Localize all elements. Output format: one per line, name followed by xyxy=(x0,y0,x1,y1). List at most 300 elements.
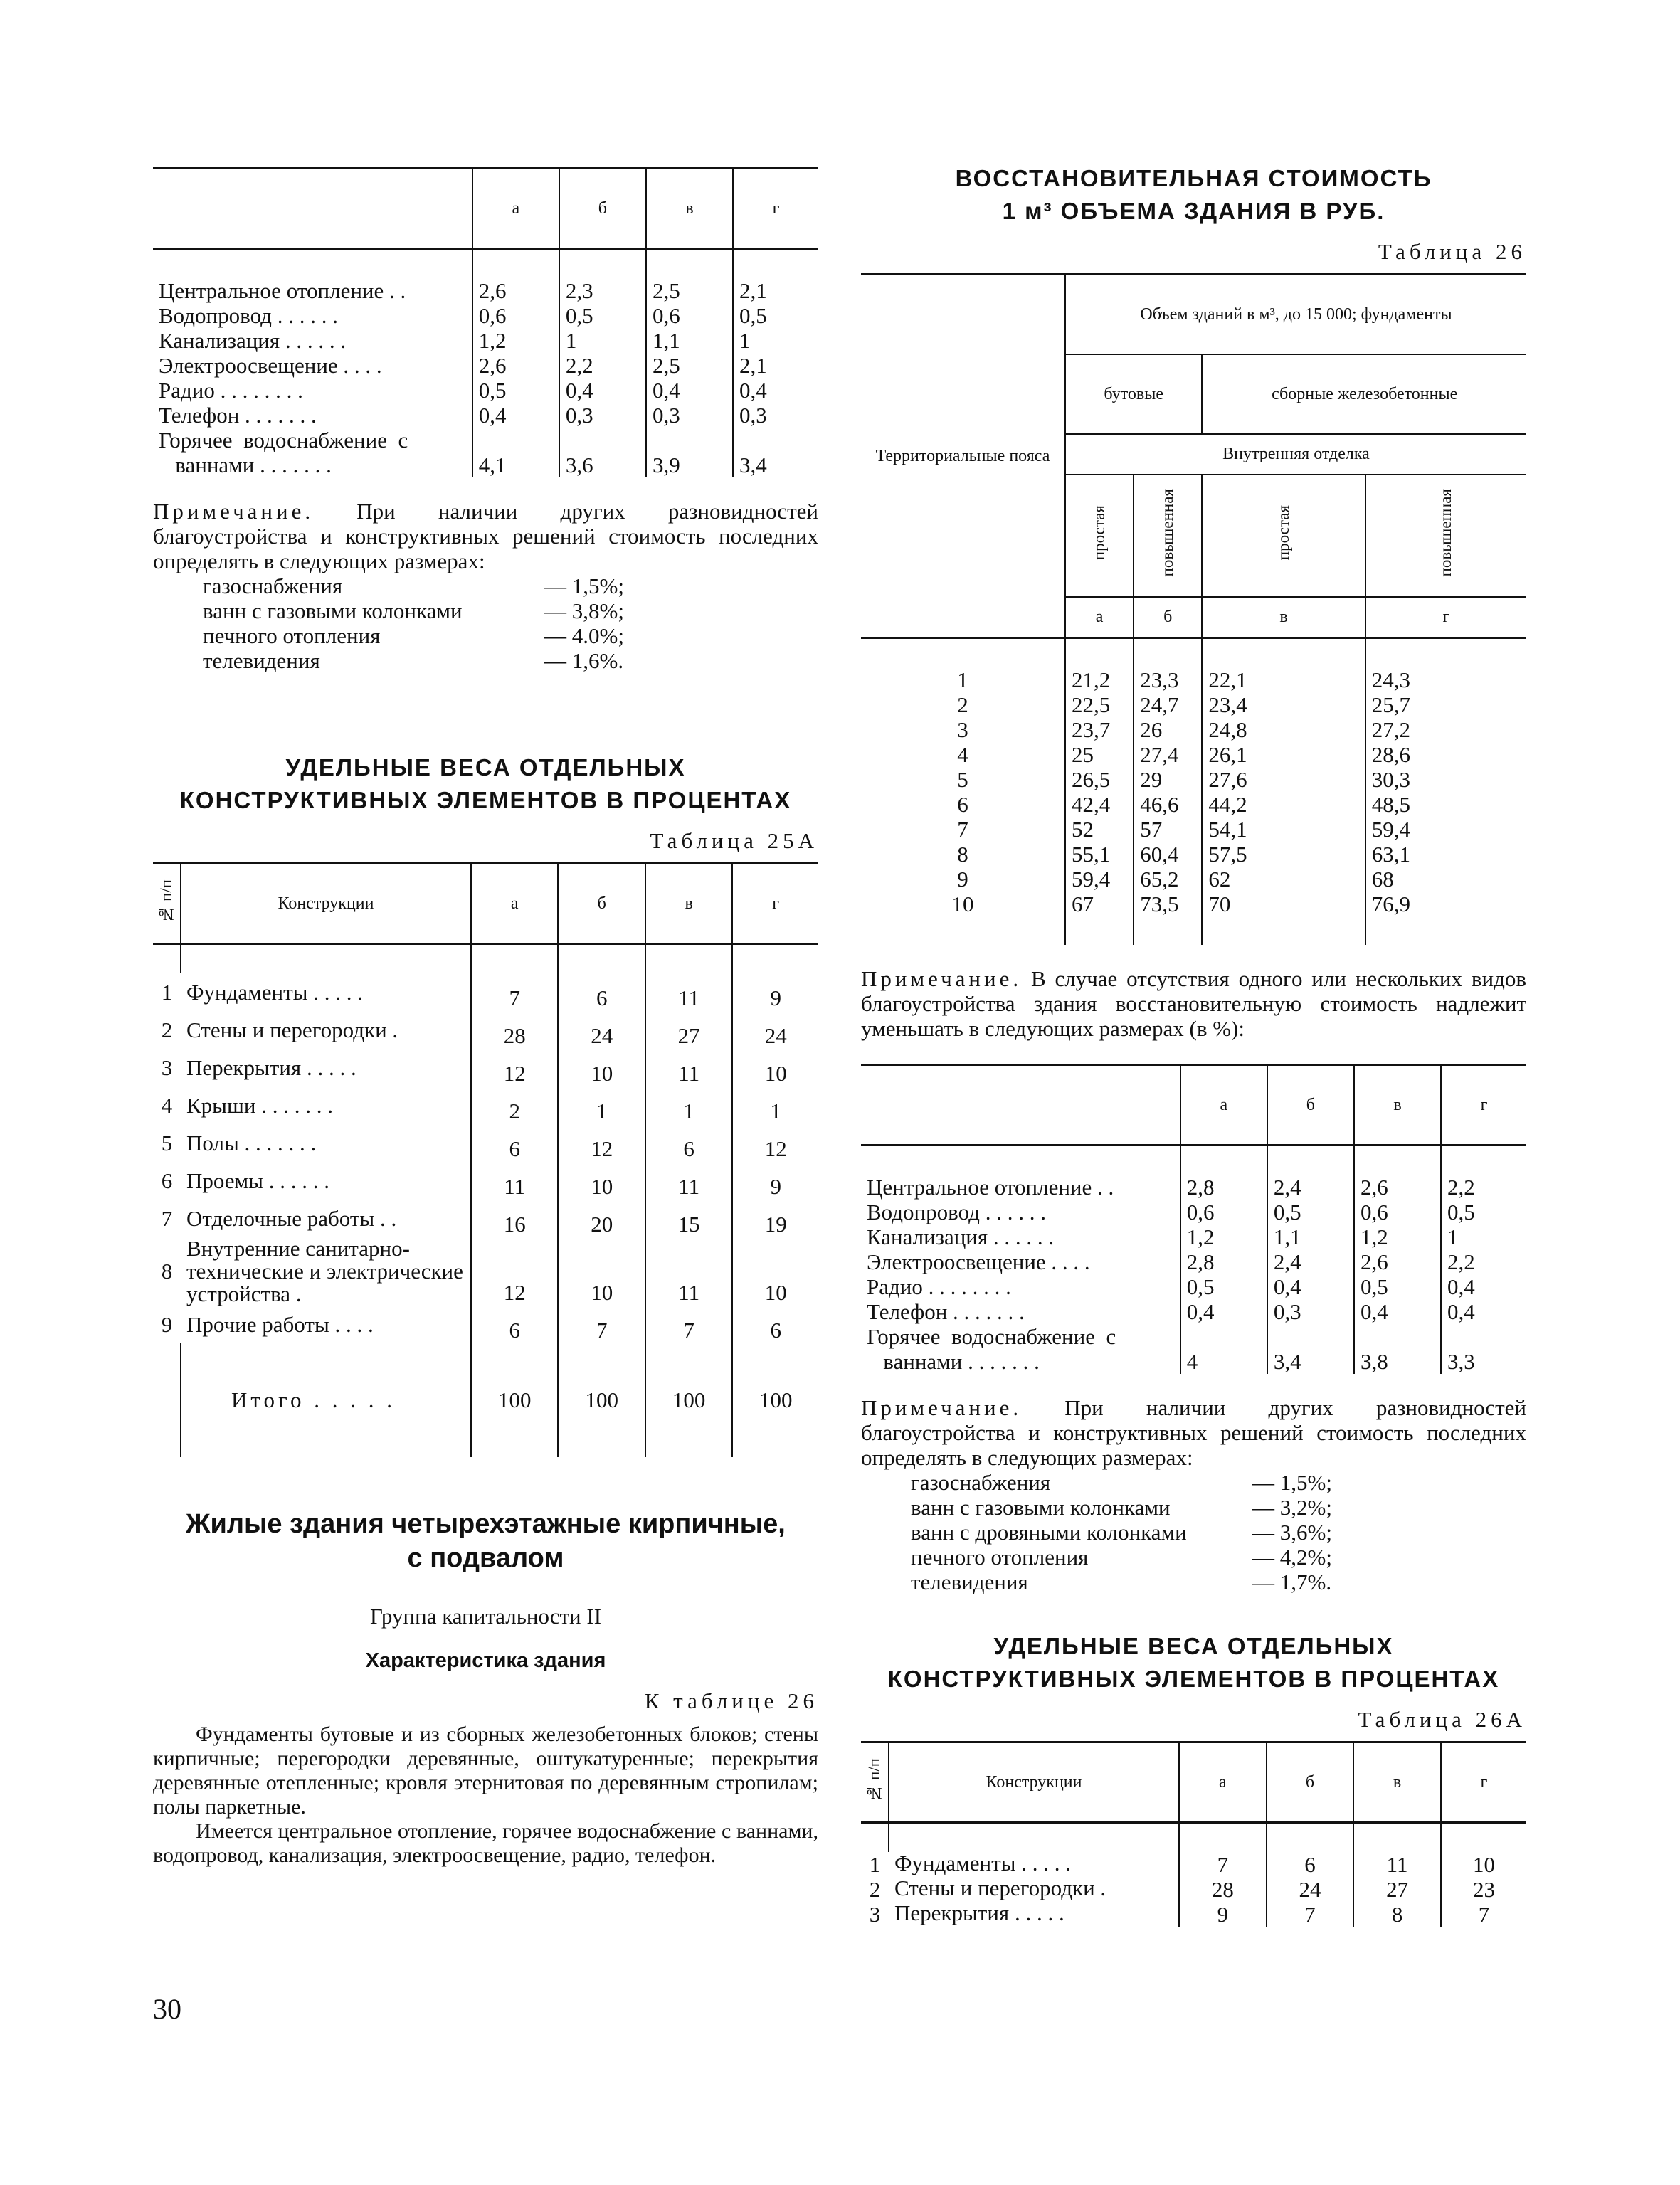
cell-value: 26,5 xyxy=(1065,767,1134,792)
section-title xyxy=(153,1507,818,1575)
note-item-label: печного отопления xyxy=(203,623,381,648)
row-label: Телефон . . . . . . . xyxy=(159,403,317,428)
cell-value: 2,6 xyxy=(1354,1249,1441,1274)
finish-type-text: повышенная xyxy=(1158,489,1177,577)
cell-value: 20 xyxy=(558,1200,645,1237)
row-label: ваннами . . . . . . . xyxy=(867,1349,1040,1374)
cell-value: 0,5 xyxy=(1180,1274,1267,1299)
cell xyxy=(1354,1146,1441,1175)
cell-value: 28 xyxy=(1179,1877,1267,1902)
note-item-value: — 3,8%; xyxy=(544,598,624,623)
cell-value: 44,2 xyxy=(1202,792,1365,817)
column-header xyxy=(1353,1742,1441,1823)
cell xyxy=(1179,1823,1267,1853)
column-header-text: а xyxy=(1218,1772,1227,1792)
cell-value: 10 xyxy=(732,1237,818,1306)
finish-type-header xyxy=(1134,475,1202,597)
table-row xyxy=(153,1237,818,1306)
cell-value: 3,9 xyxy=(646,453,733,477)
cell-value: 8 xyxy=(1353,1902,1441,1927)
table-row xyxy=(861,842,1526,867)
cell-value: 62 xyxy=(1202,867,1365,892)
cell-value: 24,3 xyxy=(1365,667,1526,692)
table-row xyxy=(861,792,1526,817)
cell-value: 0,4 xyxy=(733,378,818,403)
cell-value: 0,4 xyxy=(559,378,646,403)
table-row xyxy=(153,453,818,477)
cell xyxy=(1267,1146,1354,1175)
spacer-row xyxy=(861,1823,1526,1853)
sub-header: бутовые xyxy=(1065,354,1202,434)
zone-number: 2 xyxy=(957,692,968,717)
cell xyxy=(181,944,471,974)
cell-value: 70 xyxy=(1202,892,1365,916)
row-name: Стены и перегородки . xyxy=(186,1017,398,1042)
note-text: При наличии других разновидностей благоустройства и конструктивных решений стоимость последних определять в следующих размерах: xyxy=(153,499,818,573)
cell-value: 6 xyxy=(1267,1852,1354,1877)
cell-value: 23 xyxy=(1441,1877,1526,1902)
row-label: Центральное отопление . . xyxy=(159,278,406,303)
cell-value: 2,6 xyxy=(472,278,559,303)
cell-value: 22,5 xyxy=(1065,692,1134,717)
column-header: в xyxy=(646,169,733,249)
column-header-text: а xyxy=(510,894,519,913)
table-row xyxy=(153,1124,818,1162)
total-row xyxy=(153,1372,818,1429)
row-label: Водопровод . . . . . . xyxy=(159,303,338,328)
paragraph: Фундаменты бутовые и из сборных железобетонных блоков; стены кирпичные; перегородки деревянные, оштукатуренные; перекрытия деревянные отепленные; кровля этернитовая по деревянным стропилам; полы паркетные. xyxy=(153,1723,818,1819)
table-row xyxy=(153,1011,818,1049)
cell-value: 11 xyxy=(645,973,732,1011)
cell-value: 2,4 xyxy=(1267,1249,1354,1274)
cell-value: 59,4 xyxy=(1365,817,1526,842)
cell xyxy=(1065,916,1134,945)
cell-value: 76,9 xyxy=(1365,892,1526,916)
cell-value: 2,5 xyxy=(646,353,733,378)
zone-number: 4 xyxy=(957,742,968,767)
cell-value: 55,1 xyxy=(1065,842,1134,867)
total-value: 100 xyxy=(558,1372,645,1429)
cell-value: 10 xyxy=(732,1049,818,1086)
cell xyxy=(153,1343,181,1372)
cell-value xyxy=(1267,1324,1354,1349)
zone-number: 7 xyxy=(957,817,968,842)
cell-value: 29 xyxy=(1134,767,1202,792)
column-header-text: б xyxy=(1305,1772,1315,1792)
spacer-row xyxy=(153,1429,818,1457)
note-item xyxy=(911,1520,1526,1545)
column-header xyxy=(645,864,732,944)
table-row xyxy=(861,692,1526,717)
cell-value: 26,1 xyxy=(1202,742,1365,767)
cell-value xyxy=(1354,1324,1441,1349)
row-label: Канализация . . . . . . xyxy=(867,1224,1055,1249)
finish-type-header xyxy=(1365,475,1526,597)
cell xyxy=(1134,916,1202,945)
table-row xyxy=(861,892,1526,916)
table-row xyxy=(861,1852,1526,1877)
cell-value: 46,6 xyxy=(1134,792,1202,817)
cell xyxy=(559,249,646,279)
cell xyxy=(861,1146,1180,1175)
cell-value: 0,5 xyxy=(472,378,559,403)
column-header-text: г xyxy=(772,894,780,913)
table-row xyxy=(861,1200,1526,1224)
spacer-row xyxy=(153,1343,818,1372)
column-header-text: г xyxy=(1480,1772,1488,1792)
table-row xyxy=(861,867,1526,892)
note-item-value: — 4.0%; xyxy=(544,623,624,648)
heading-25a xyxy=(153,751,818,817)
cell xyxy=(1065,638,1134,668)
cell-value: 28 xyxy=(471,1011,558,1049)
table-row xyxy=(153,1162,818,1200)
cell-value: 12 xyxy=(471,1237,558,1306)
cell-value: 24 xyxy=(1267,1877,1354,1902)
column-header: г xyxy=(1365,597,1526,638)
table-row xyxy=(153,428,818,453)
cell-value: 10 xyxy=(1441,1852,1526,1877)
cell-value: 0,5 xyxy=(1354,1274,1441,1299)
cell-value: 11 xyxy=(645,1162,732,1200)
table-label: Таблица 25А xyxy=(650,828,818,853)
page-number: 30 xyxy=(153,1993,181,2025)
row-name: Проемы . . . . . . xyxy=(186,1168,329,1193)
cell xyxy=(1202,916,1365,945)
finish-type-header xyxy=(1202,475,1365,597)
row-name: Фундаменты . . . . . xyxy=(894,1851,1071,1875)
row-name: Отделочные работы . . xyxy=(186,1205,397,1231)
note-item xyxy=(203,648,818,673)
zone-number: 10 xyxy=(951,892,974,916)
cell-value: 1,2 xyxy=(1180,1224,1267,1249)
cell-value: 60,4 xyxy=(1134,842,1202,867)
cell-value: 9 xyxy=(732,1162,818,1200)
cell-value: 27,6 xyxy=(1202,767,1365,792)
cell xyxy=(471,944,558,974)
cell-value: 0,5 xyxy=(1441,1200,1526,1224)
note-item-label: газоснабжения xyxy=(911,1470,1051,1495)
cell-value: 52 xyxy=(1065,817,1134,842)
column-header xyxy=(1441,1742,1526,1823)
cell-value: 23,3 xyxy=(1134,667,1202,692)
cell xyxy=(861,1823,889,1853)
row-number: 3 xyxy=(161,1054,173,1080)
column-header xyxy=(181,864,471,944)
row-number: 1 xyxy=(161,979,173,1005)
row-label: Горячее водоснабжение с xyxy=(867,1324,1116,1349)
cell-value: 24 xyxy=(558,1011,645,1049)
cell-value: 6 xyxy=(732,1306,818,1343)
cell-value: 57 xyxy=(1134,817,1202,842)
table-row xyxy=(861,1902,1526,1927)
cell-value: 11 xyxy=(645,1237,732,1306)
cell xyxy=(1441,1146,1526,1175)
cell-value: 24,7 xyxy=(1134,692,1202,717)
note-items xyxy=(203,573,818,673)
characteristic-heading: Характеристика здания xyxy=(365,1649,606,1672)
row-header: Территориальные пояса xyxy=(861,275,1065,638)
table-row xyxy=(861,1299,1526,1324)
cell-value: 3,6 xyxy=(559,453,646,477)
zone-number: 6 xyxy=(957,792,968,817)
table-row xyxy=(861,817,1526,842)
cell-value: 12 xyxy=(732,1124,818,1162)
column-header xyxy=(153,864,181,944)
spacer-row xyxy=(861,638,1526,668)
cell-value: 73,5 xyxy=(1134,892,1202,916)
total-label: Итого . . . . . xyxy=(181,1372,471,1429)
cell-value: 0,5 xyxy=(559,303,646,328)
cell-value: 25,7 xyxy=(1365,692,1526,717)
column-header: б xyxy=(1134,597,1202,638)
cell xyxy=(646,249,733,279)
cell xyxy=(889,1823,1179,1853)
cell-value: 30,3 xyxy=(1365,767,1526,792)
empty-header-cell xyxy=(153,169,472,249)
row-name: Полы . . . . . . . xyxy=(186,1130,317,1155)
cell-value: 0,6 xyxy=(472,303,559,328)
note-item-value: — 3,6%; xyxy=(1252,1520,1332,1545)
table-row xyxy=(861,1224,1526,1249)
note-item-label: ванн с газовыми колонками xyxy=(911,1495,1171,1520)
cell-value: 1,2 xyxy=(472,328,559,353)
note-item-value: — 3,2%; xyxy=(1252,1495,1332,1520)
table-26a xyxy=(861,1741,1526,1927)
column-header-text: Конструкции xyxy=(278,894,374,913)
cell-value: 10 xyxy=(558,1237,645,1306)
table-header xyxy=(861,1742,1526,1823)
cell-value: 7 xyxy=(558,1306,645,1343)
note-item xyxy=(203,623,818,648)
cell xyxy=(1202,638,1365,668)
cell-value: 0,4 xyxy=(1354,1299,1441,1324)
cell-value xyxy=(646,428,733,453)
column-header: а xyxy=(1180,1065,1267,1146)
spacer-row xyxy=(861,916,1526,945)
cell-value: 0,4 xyxy=(1441,1274,1526,1299)
cell xyxy=(1353,1823,1441,1853)
heading-line: 1 м³ ОБЪЕМА ЗДАНИЯ В РУБ. xyxy=(1002,198,1385,224)
column-header xyxy=(1179,1742,1267,1823)
row-label: Водопровод . . . . . . xyxy=(867,1200,1046,1224)
cell-value: 1,1 xyxy=(1267,1224,1354,1249)
cell-value xyxy=(559,428,646,453)
column-header: б xyxy=(559,169,646,249)
cell-value: 1 xyxy=(558,1086,645,1124)
row-name: Перекрытия . . . . . xyxy=(186,1054,356,1080)
spacer-row xyxy=(861,1146,1526,1175)
note-item-label: телевидения xyxy=(911,1570,1028,1594)
note-item xyxy=(911,1495,1526,1520)
cell-value: 6 xyxy=(471,1306,558,1343)
cell-value: 2,3 xyxy=(559,278,646,303)
cell xyxy=(861,916,1065,945)
zone-number: 8 xyxy=(957,842,968,867)
total-value: 100 xyxy=(471,1372,558,1429)
column-header: в xyxy=(1202,597,1365,638)
cell-value: 11 xyxy=(471,1162,558,1200)
cell-value: 0,3 xyxy=(733,403,818,428)
cell-value: 2,6 xyxy=(472,353,559,378)
cell-value: 1 xyxy=(559,328,646,353)
cell xyxy=(861,638,1065,668)
column-header: б xyxy=(1267,1065,1354,1146)
cell-value: 6 xyxy=(645,1124,732,1162)
cell xyxy=(1180,1146,1267,1175)
cell-value: 0,4 xyxy=(1180,1299,1267,1324)
cell-value: 15 xyxy=(645,1200,732,1237)
cell-value: 59,4 xyxy=(1065,867,1134,892)
zone-number: 3 xyxy=(957,717,968,742)
cell xyxy=(558,944,645,974)
cell-value: 42,4 xyxy=(1065,792,1134,817)
cell xyxy=(153,1372,181,1429)
note-1 xyxy=(153,499,818,573)
cell-value: 1 xyxy=(645,1086,732,1124)
cell-value: 0,5 xyxy=(1267,1200,1354,1224)
cell-value: 23,4 xyxy=(1202,692,1365,717)
cell-value: 6 xyxy=(471,1124,558,1162)
cell-value: 24 xyxy=(732,1011,818,1049)
cell xyxy=(1365,638,1526,668)
cell-value: 57,5 xyxy=(1202,842,1365,867)
row-name: Стены и перегородки . xyxy=(894,1875,1106,1900)
cell-value: 11 xyxy=(645,1049,732,1086)
row-label: Центральное отопление . . xyxy=(867,1175,1114,1200)
row-name: Внутренние санитарно-технические и электрические устройства . xyxy=(186,1236,463,1306)
cell-value xyxy=(1180,1324,1267,1349)
row-label: ваннами . . . . . . . xyxy=(159,453,332,477)
table-row xyxy=(861,717,1526,742)
cell xyxy=(645,944,732,974)
table-row xyxy=(153,1086,818,1124)
spacer-row xyxy=(153,249,818,279)
cell xyxy=(153,249,472,279)
table-row xyxy=(153,973,818,1011)
table-row xyxy=(153,403,818,428)
note-item-value: — 1,7%. xyxy=(1252,1570,1332,1594)
column-header xyxy=(471,864,558,944)
column-header: г xyxy=(733,169,818,249)
left-column xyxy=(153,167,818,1868)
column-header: а xyxy=(1065,597,1134,638)
cell-value: 0,4 xyxy=(1267,1274,1354,1299)
amenities-table-b xyxy=(861,1064,1526,1374)
table-row xyxy=(861,1349,1526,1374)
finish-header: Внутренняя отделка xyxy=(1065,434,1526,475)
table-row xyxy=(153,378,818,403)
column-header-text: Конструкции xyxy=(986,1772,1082,1792)
column-header-text: в xyxy=(685,894,693,913)
column-header xyxy=(889,1742,1179,1823)
zone-number: 1 xyxy=(957,667,968,692)
cell-value: 9 xyxy=(1179,1902,1267,1927)
cell-value: 2,8 xyxy=(1180,1249,1267,1274)
cell xyxy=(1267,1823,1354,1853)
cell-value: 2,8 xyxy=(1180,1175,1267,1200)
title-line: с подвалом xyxy=(407,1543,564,1573)
cell-value: 2,2 xyxy=(1441,1175,1526,1200)
amenities-table-a xyxy=(153,167,818,477)
cell-value: 27 xyxy=(1353,1877,1441,1902)
row-name: Прочие работы . . . . xyxy=(186,1311,374,1337)
cell-value: 3,3 xyxy=(1441,1349,1526,1374)
note-item-label: печного отопления xyxy=(911,1545,1089,1570)
column-header: а xyxy=(472,169,559,249)
row-label: Электроосвещение . . . . xyxy=(867,1249,1090,1274)
note-item-value: — 1,5%; xyxy=(544,573,624,598)
finish-type-text: повышенная xyxy=(1437,489,1455,577)
cell xyxy=(471,1343,558,1372)
cell-value: 7 xyxy=(645,1306,732,1343)
cell-value: 10 xyxy=(558,1162,645,1200)
note-text: При наличии других разновидностей благоустройства и конструктивных решений стоимость последних определять в следующих размерах: xyxy=(861,1395,1526,1470)
column-header-text: б xyxy=(597,894,606,913)
row-number: 2 xyxy=(869,1877,881,1902)
row-number: 9 xyxy=(161,1311,173,1337)
cell-value: 19 xyxy=(732,1200,818,1237)
row-label: Горячее водоснабжение с xyxy=(159,428,408,453)
cell-value: 2,4 xyxy=(1267,1175,1354,1200)
note-item xyxy=(911,1545,1526,1570)
cell-value: 0,4 xyxy=(646,378,733,403)
header-row xyxy=(861,275,1526,355)
cell-value: 0,6 xyxy=(1180,1200,1267,1224)
note-text: В случае отсутствия одного или нескольких видов благоустройства здания восстановительную стоимость надлежит уменьшать в следующих размерах (в %): xyxy=(861,966,1526,1041)
cell-value: 23,7 xyxy=(1065,717,1134,742)
table-26 xyxy=(861,273,1526,945)
table-row xyxy=(861,767,1526,792)
cell-value: 1 xyxy=(733,328,818,353)
cell-value: 3,8 xyxy=(1354,1349,1441,1374)
row-number: 6 xyxy=(161,1168,173,1193)
cell-value: 1 xyxy=(1441,1224,1526,1249)
total-value: 100 xyxy=(732,1372,818,1429)
note-title: Примечание. xyxy=(861,966,1023,991)
note-item xyxy=(911,1470,1526,1495)
cell xyxy=(732,944,818,974)
table-row xyxy=(861,1175,1526,1200)
note-title: Примечание. xyxy=(861,1395,1023,1420)
cell-value: 12 xyxy=(471,1049,558,1086)
cell-value: 9 xyxy=(732,973,818,1011)
finish-type-text: простая xyxy=(1274,505,1293,561)
sub-header: сборные железобетонные xyxy=(1202,354,1526,434)
row-label: Радио . . . . . . . . xyxy=(159,378,303,403)
cell-value: 0,3 xyxy=(646,403,733,428)
column-header: в xyxy=(1354,1065,1441,1146)
table-row xyxy=(861,1249,1526,1274)
note-item-label: газоснабжения xyxy=(203,573,343,598)
row-label: Канализация . . . . . . xyxy=(159,328,347,353)
cell-value: 6 xyxy=(558,973,645,1011)
cell-value: 0,6 xyxy=(646,303,733,328)
cell-value: 27 xyxy=(645,1011,732,1049)
table-row xyxy=(153,353,818,378)
table-label: Таблица 26А xyxy=(1358,1707,1526,1732)
title-line: Жилые здания четырехэтажные кирпичные, xyxy=(186,1509,786,1539)
column-header xyxy=(558,864,645,944)
heading-line: КОНСТРУКТИВНЫХ ЭЛЕМЕНТОВ В ПРОЦЕНТАХ xyxy=(887,1666,1500,1692)
row-number: 5 xyxy=(161,1130,173,1155)
cell-value: 7 xyxy=(1267,1902,1354,1927)
row-number: 7 xyxy=(161,1205,173,1231)
column-header-text: № п/п xyxy=(157,879,175,924)
cell-value xyxy=(472,428,559,453)
table-header xyxy=(861,1065,1526,1146)
cell-value: 54,1 xyxy=(1202,817,1365,842)
